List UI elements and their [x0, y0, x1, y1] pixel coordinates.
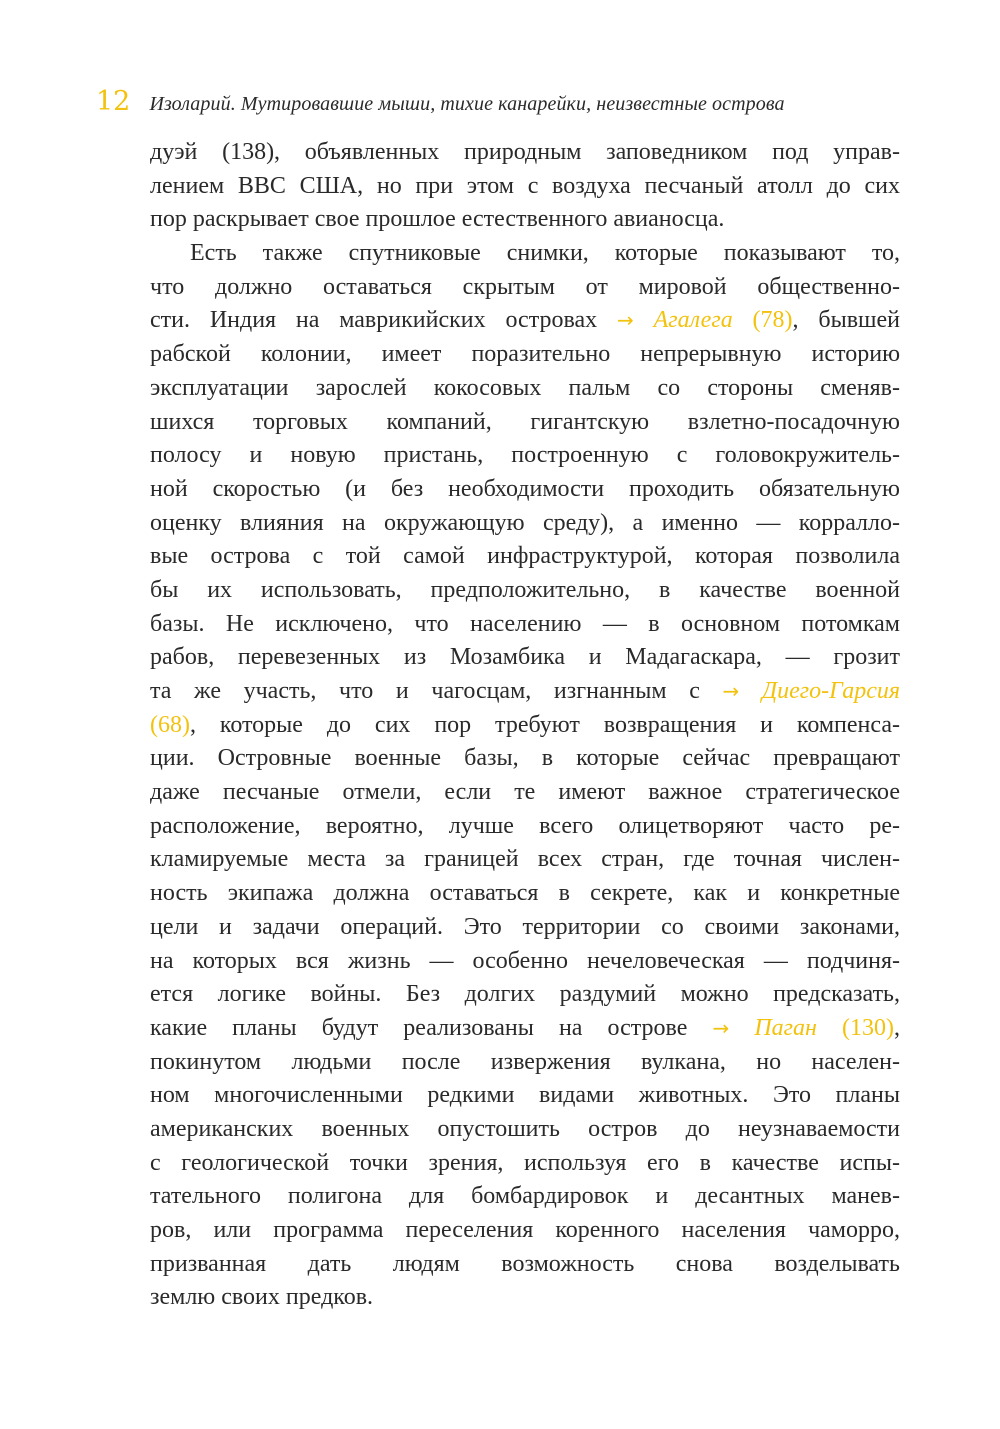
xref-diego-garcia-page[interactable]: [150, 712, 190, 738]
text-line: эксплуатации зарослей кокосовых пальм со стороны сменяв-: [150, 374, 900, 401]
xref-diego-garcia[interactable]: [722, 678, 900, 704]
text-line: шихся торговых компаний, гигантскую взлетно-посадочную: [150, 408, 900, 435]
text-line: что должно оставаться скрытым от мировой общественно-: [150, 273, 900, 300]
text-segment: ,: [894, 1014, 900, 1041]
xref-name: Диего-Гарсия: [761, 678, 900, 704]
text-line: оценку влияния на окружающую среду), а именно — корралло-: [150, 509, 900, 536]
text-segment: какие планы будут реализованы на острове: [150, 1014, 713, 1041]
running-header-title: Изоларий. Мутировавшие мыши, тихие канарейки, неизвестные острова: [149, 93, 785, 115]
xref-page: (130): [816, 1014, 894, 1041]
text-line-with-xref: [150, 304, 900, 338]
arrow-right-icon: →: [722, 679, 740, 703]
text-line-with-xref: [150, 1012, 900, 1046]
text-line: на которых вся жизнь — особенно нечеловеческая — подчиня-: [150, 947, 900, 974]
text-line: лением ВВС США, но при этом с воздуха песчаный атолл до сих: [150, 172, 900, 199]
text-line: тательного полигона для бомбардировок и десантных манев-: [150, 1183, 900, 1210]
text-segment: , которые до сих пор требуют возвращения и компенса-: [189, 711, 900, 738]
body-text: [150, 136, 900, 1315]
xref-page: (78): [732, 307, 793, 334]
arrow-right-icon: →: [712, 1015, 730, 1040]
text-segment: сти. Индия на маврикийских островах: [150, 307, 617, 334]
text-line: ной скоростью (и без необходимости проходить обязательную: [150, 475, 900, 502]
paragraph-start-line: Есть также спутниковые снимки, которые показывают то,: [190, 240, 900, 267]
text-line: землю своих предков.: [150, 1284, 374, 1311]
text-line: ции. Островные военные базы, в которые сейчас превращают: [150, 745, 900, 772]
text-line-with-xref: [150, 709, 900, 743]
page-number: 12: [96, 86, 131, 117]
text-line: ность экипажа должна оставаться в секрете, как и конкретные: [150, 880, 900, 907]
xref-pagan[interactable]: [712, 1015, 894, 1041]
xref-name: Паган: [754, 1014, 817, 1041]
xref-name: Агалега: [653, 307, 733, 334]
text-line: призванная дать людям возможность снова возделывать: [150, 1250, 900, 1277]
text-segment: , бывшей: [792, 307, 901, 334]
xref-page: (68): [150, 711, 190, 738]
text-segment: та же участь, что и чагосцам, изгнанным с: [150, 678, 723, 704]
text-line: кламируемые места за границей всех стран, где точная числен-: [150, 846, 900, 873]
xref-agalega[interactable]: [617, 307, 793, 333]
text-line: ется логике войны. Без долгих раздумий можно предсказать,: [150, 981, 900, 1008]
running-header: [96, 86, 896, 118]
text-line: полосу и новую пристань, построенную с головокружитель-: [150, 442, 900, 469]
text-line: бы их использовать, предположительно, в качестве военной: [150, 576, 900, 603]
text-line: вые острова с той самой инфраструктурой, которая позволила: [150, 543, 900, 570]
text-line-with-xref: [150, 675, 900, 709]
text-line: рабов, перевезенных из Мозамбика и Мадагаскара, — грозит: [150, 644, 900, 671]
text-line: цели и задачи операций. Это территории со своими законами,: [150, 913, 900, 940]
text-line: даже песчаные отмели, если те имеют важное стратегическое: [150, 779, 900, 806]
text-line: дуэй (138), объявленных природным заповедником под управ-: [150, 139, 900, 165]
text-line: покинутом людьми после извержения вулкана, но населен-: [150, 1048, 900, 1075]
text-line: ном многочисленными редкими видами животных. Это планы: [150, 1082, 900, 1109]
text-line: ров, или программа переселения коренного населения чаморро,: [150, 1217, 900, 1243]
text-line: американских военных опустошить остров до неузнаваемости: [150, 1115, 900, 1142]
text-line: рабской колонии, имеет поразительно непрерывную историю: [150, 341, 900, 368]
text-line: базы. Не исключено, что населению — в основном потомкам: [150, 610, 900, 637]
text-line: пор раскрывает свое прошлое естественного авианосца.: [150, 206, 725, 233]
arrow-right-icon: →: [616, 308, 634, 333]
text-line: с геологической точки зрения, используя его в качестве испы-: [150, 1149, 900, 1176]
text-line: расположение, вероятно, лучше всего олицетворяют часто ре-: [150, 812, 900, 839]
